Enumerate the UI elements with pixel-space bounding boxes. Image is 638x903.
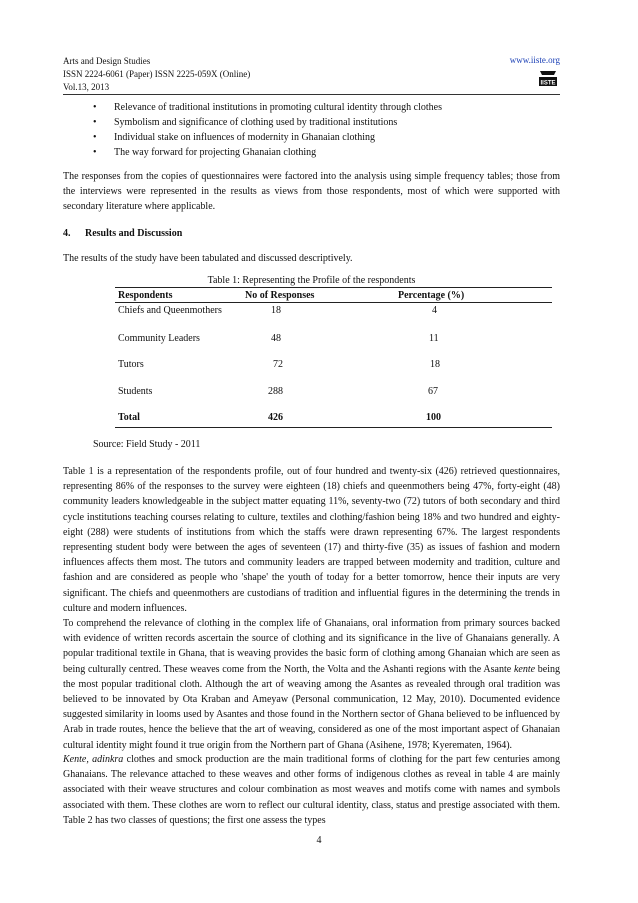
table-row: Community Leaders 48 11: [118, 333, 439, 344]
section-title: Results and Discussion: [85, 228, 183, 239]
paragraph-traditional-forms: Kente, adinkra clothes and smock production are the main traditional forms of clothing for the part few centuries among Ghanaians. The relevance attached to these weaves and other forms of indigenous clothes as reveal in table 4 are mainly associated with their weave structures and colour combination as most weaves and motifs come with names and symbols associated with them. These clothes are worn to reflect our cultural identity, class, status and prestige associated with them. Table 2 has two classes of questions; the first one assess the types: [63, 754, 560, 826]
column-header: No of Responses: [245, 290, 315, 301]
issn-line: ISSN 2224-6061 (Paper) ISSN 2225-059X (Online): [63, 69, 251, 79]
kente-term: kente: [513, 663, 536, 675]
table-caption: Table 1: Representing the Profile of the respondents: [207, 275, 416, 286]
volume-line: Vol.13, 2013: [63, 82, 110, 92]
list-item: • The way forward for projecting Ghanaian clothing: [93, 147, 317, 158]
paragraph-results-intro: The results of the study have been tabulated and discussed descriptively.: [63, 253, 353, 264]
section-number: 4.: [63, 228, 71, 239]
table-total-row: Total 426 100: [118, 412, 441, 423]
logo-text: IISTE: [540, 80, 556, 87]
table-source: Source: Field Study - 2011: [93, 439, 201, 450]
journal-name: Arts and Design Studies: [63, 56, 151, 66]
paragraph-table-discussion: Table 1 is a representation of the respondents profile, out of four hundred and twenty-six (426) retrieved questionnaires, representing 86% of the responses to the survey were eighteen (18) chiefs and queenmothers being 47%, forty-eight (48) community leaders knowledgeable in the subject matter equating 11%, seventy-two (72) tutors of both secondary and third cycle institutions teaching courses relating to culture, textiles and clothing/fashion being 18% and two hundred and eighty-eight (288) were students of institutions from which the staffs were drawn representing 67%. The largest respondents representing student body were between the ages of seventeen (17) and thirty-five (35) as issues of fashion and modern influences affects them most. The tutors and community leaders are trapped between modernity and tradition, culture and fashion and are considered as people who 'shape' the youth of today for a better tomorrow, hence their inputs are very significant. The chiefs and queenmothers are custodians of tradition and influential figures in the determining the trends in culture and modern influences.: [63, 466, 560, 614]
bullet-icon: •: [93, 132, 97, 143]
journal-url-link[interactable]: www.iiste.org: [509, 55, 560, 65]
table-row: Chiefs and Queenmothers 18 4: [118, 305, 437, 316]
header-rule: [63, 94, 560, 95]
iiste-logo-icon: [537, 68, 559, 88]
column-header: Respondents: [118, 290, 173, 301]
bullet-icon: •: [93, 102, 97, 113]
list-item: • Relevance of traditional institutions in promoting cultural identity through clothes: [93, 102, 442, 113]
table-header-row: [115, 288, 552, 303]
column-header: Percentage (%): [398, 290, 465, 301]
running-header: [63, 55, 250, 94]
table-row: Students 288 67: [118, 386, 438, 397]
kente-adinkra-term: Kente, adinkra: [63, 754, 124, 765]
page-number: 4: [316, 835, 322, 846]
list-item: • Individual stake on influences of modernity in Ghanaian clothing: [93, 132, 376, 143]
table-row: Tutors 72 18: [118, 359, 440, 370]
objectives-list: [93, 100, 442, 160]
bullet-icon: •: [93, 117, 97, 128]
paragraph-clothing-relevance: To comprehend the relevance of clothing in the complex life of Ghanaians, oral information from primary sources backed with evidence of written records ascertain the source of clothing and its significance in the live of Ghanaians generally. A popular traditional textile in Ghana, that is weaving provides the basic form of clothing among Ghanaian which are seen as being culturally centred. These weaves come from the North, the Volta and the Ashanti regions with the Asante kente being the most popular traditional cloth. Although the art of weaving among the Asantes as revealed through oral tradition was believed to be innovated by Ota Kraban and Ameyaw (Personal communication, 12 May, 2010). Documented evidence suggested similarity in looms used by Asantes and those found in the Northern sector of Ghana believed to be influenced by Arab in trade routes, hence the believe that the art of weaving, considered as one of the most important aspect of Ghanaian cultural identity might found it true origin from the Northern part of Ghana (Asihene, 1978; Kyerematen, 1964).: [63, 618, 560, 751]
list-item: • Symbolism and significance of clothing used by traditional institutions: [93, 117, 398, 128]
paragraph-analysis: The responses from the copies of questionnaires were factored into the analysis using simple frequency tables; those from the interviews were represented in the results as views from those respondents, most of which were supported with secondary literature where applicable.: [63, 171, 560, 213]
table-rule-bottom: [115, 427, 552, 428]
bullet-icon: •: [93, 147, 97, 158]
section-heading: [63, 228, 182, 239]
